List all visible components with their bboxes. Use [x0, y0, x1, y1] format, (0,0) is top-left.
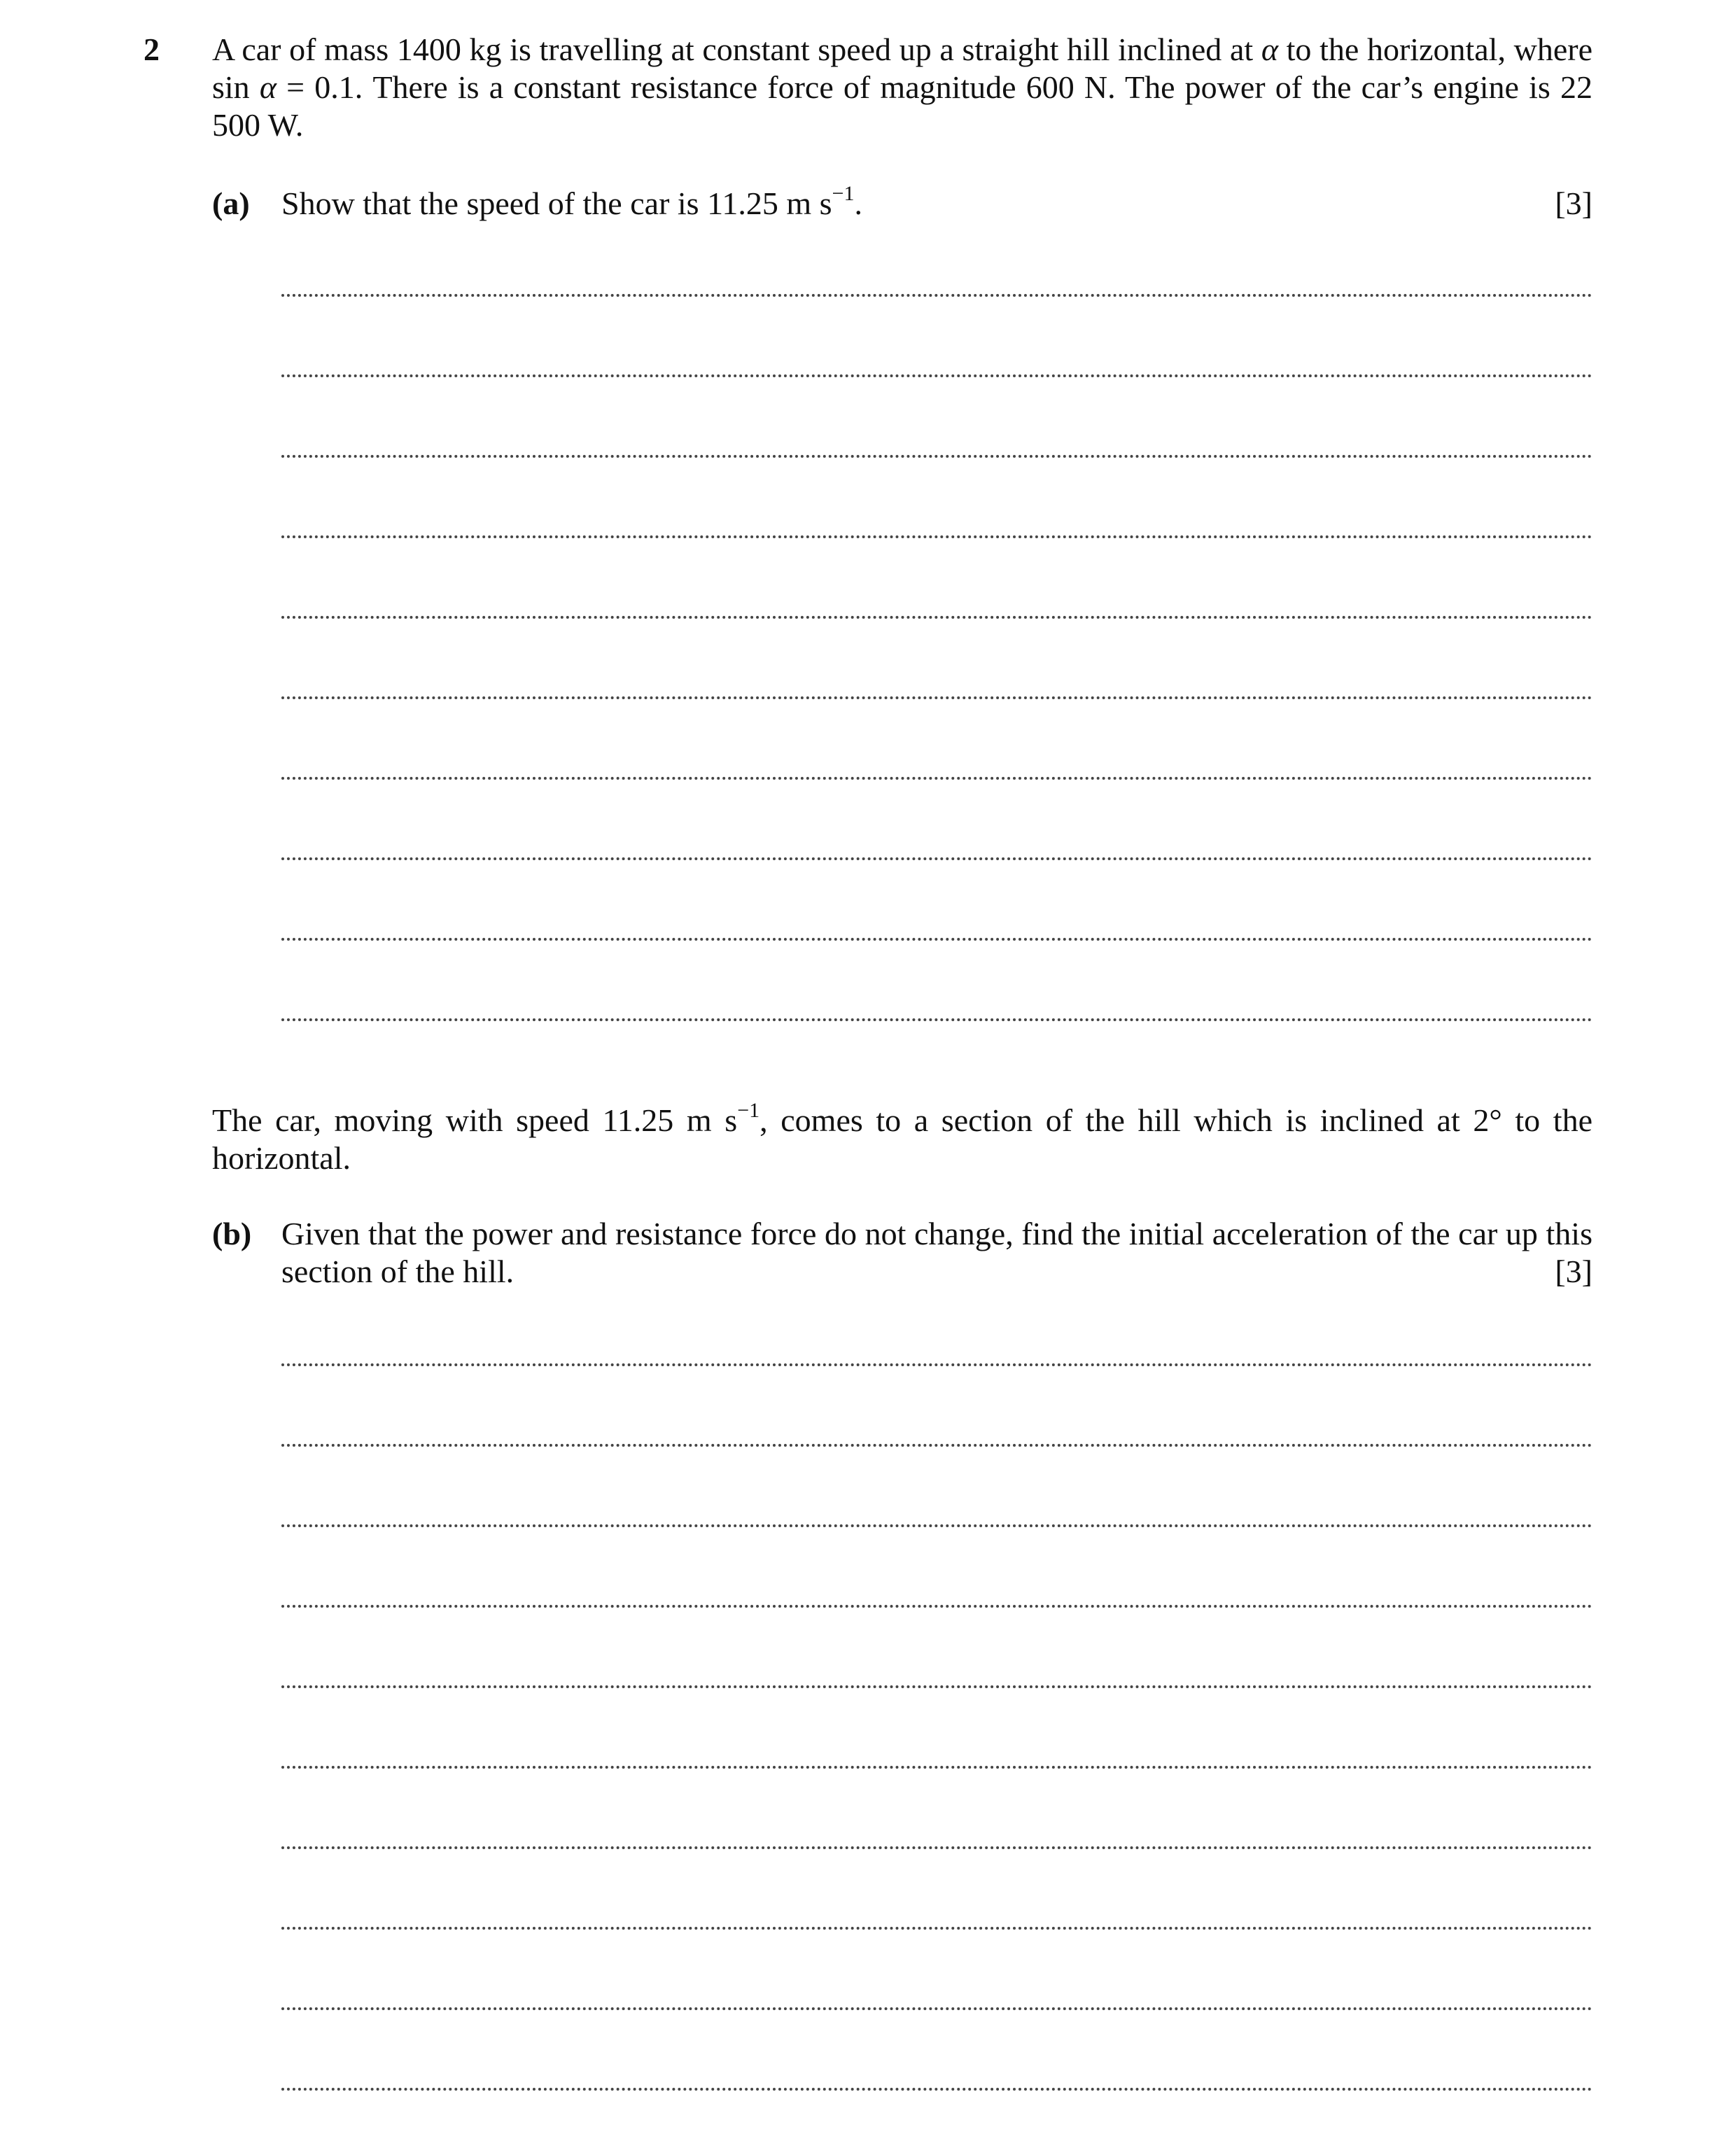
part-a-label: (a) [212, 185, 250, 221]
answer-line[interactable] [281, 777, 1592, 780]
answer-line[interactable] [281, 616, 1592, 619]
answer-line[interactable] [281, 1846, 1592, 1849]
stem-text-2: to the horizontal, where sin [212, 31, 1593, 105]
answer-line[interactable] [281, 1605, 1592, 1608]
answer-line[interactable] [281, 1766, 1592, 1769]
stem2-exponent: −1 [737, 1098, 760, 1122]
part-a-marks: [3] [1555, 185, 1592, 221]
answer-line[interactable] [281, 1444, 1592, 1447]
answer-line[interactable] [281, 455, 1592, 458]
answer-line[interactable] [281, 1927, 1592, 1930]
alpha-symbol: α [1261, 31, 1278, 67]
stem-text-1: A car of mass 1400 kg is travelling at constant speed up a straight hill inclined at [212, 31, 1261, 67]
answer-line[interactable] [281, 1524, 1592, 1527]
answer-line[interactable] [281, 2088, 1592, 2091]
part-b-text: Given that the power and resistance force do not change, find the initial acceleration of the car up this section of the hill. [281, 1216, 1592, 1289]
part-b-marks: [3] [1555, 1254, 1592, 1289]
answer-line[interactable] [281, 535, 1592, 538]
part-a-exponent: −1 [832, 181, 855, 205]
answer-line[interactable] [281, 294, 1592, 297]
answer-line[interactable] [281, 374, 1592, 377]
answer-line[interactable] [281, 1685, 1592, 1688]
question-stem [212, 31, 1592, 144]
question-number: 2 [144, 31, 160, 67]
answer-line[interactable] [281, 938, 1592, 941]
stem2-text-2: , comes to a section of the hill which is inclined at 2° to the horizontal. [212, 1102, 1592, 1176]
answer-line[interactable] [281, 1363, 1592, 1366]
part-b-label: (b) [212, 1216, 252, 1251]
part-a-end: . [854, 185, 862, 221]
answer-line[interactable] [281, 857, 1592, 860]
answer-line[interactable] [281, 696, 1592, 699]
answer-line[interactable] [281, 2007, 1592, 2010]
question-stem-2 [212, 1098, 1592, 1177]
part-a-text [281, 181, 862, 223]
part-a-prompt: Show that the speed of the car is 11.25 m s [281, 185, 832, 221]
stem-text-3: = 0.1. There is a constant resistance force of magnitude 600 N. The power of the car’s engine is 22 500 W. [212, 69, 1592, 143]
answer-line[interactable] [281, 1018, 1592, 1021]
alpha-symbol: α [259, 69, 277, 105]
stem2-text-1: The car, moving with speed 11.25 m s [212, 1102, 738, 1138]
